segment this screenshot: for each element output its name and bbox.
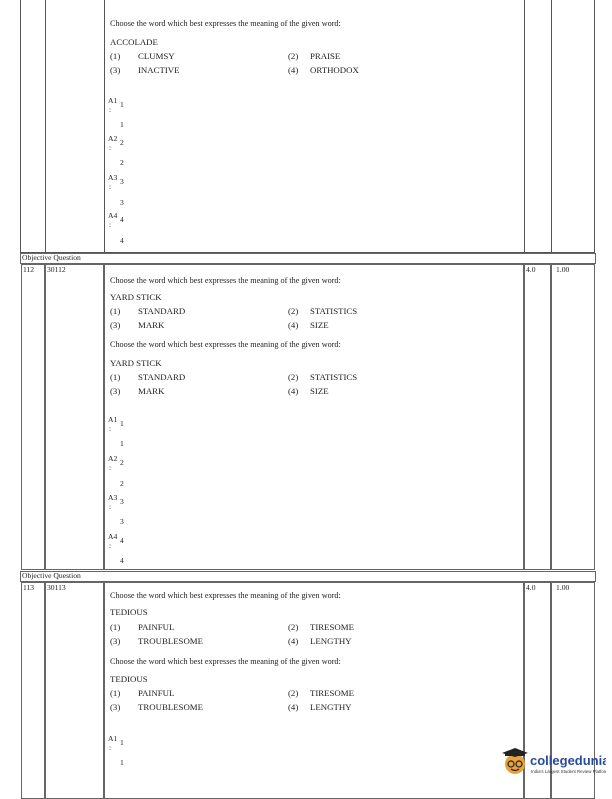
section-header-row: [20, 571, 596, 582]
option-text: LENGTHY: [310, 636, 352, 646]
question-number-cell: [21, 264, 45, 570]
answer-value: 2: [120, 458, 124, 467]
answer-value: 1: [120, 419, 124, 428]
answer-colon: :: [109, 502, 112, 511]
question-id-cell: [45, 264, 104, 570]
marks-cell: [524, 264, 551, 570]
option-text: PRAISE: [310, 51, 341, 61]
answer-colon: :: [109, 541, 112, 550]
answer-colon: :: [109, 105, 112, 114]
question-text: Choose the word which best expresses the meaning of the given word:: [110, 591, 341, 600]
answer-label: A2: [108, 454, 118, 463]
question-id-cell: [45, 582, 104, 799]
graduate-mascot-icon: [502, 748, 606, 782]
question-text: Choose the word which best expresses the meaning of the given word:: [110, 657, 341, 666]
question-word: TEDIOUS: [110, 607, 148, 617]
option-number: (1): [110, 51, 121, 61]
question-text: Choose the word which best expresses the meaning of the given word:: [110, 19, 341, 28]
answer-value: 2: [120, 479, 124, 488]
table-border: [45, 0, 46, 252]
option-number: (2): [288, 372, 299, 382]
option-text: MARK: [138, 386, 165, 396]
option-text: SIZE: [310, 386, 329, 396]
question-id: 30113: [47, 583, 66, 592]
marks: 4.0: [526, 583, 536, 592]
option-text: TROUBLESOME: [138, 702, 204, 712]
answer-value: 4: [120, 556, 124, 565]
answer-label: A4: [108, 532, 118, 541]
option-text: TROUBLESOME: [138, 636, 204, 646]
answer-colon: :: [109, 182, 112, 191]
answer-value: 4: [120, 536, 124, 545]
option-text: STATISTICS: [310, 372, 358, 382]
option-text: INACTIVE: [138, 65, 180, 75]
answer-label: A3: [108, 173, 118, 182]
option-number: (2): [288, 51, 299, 61]
answer-value: 3: [120, 177, 124, 186]
question-number: 112: [23, 265, 35, 274]
answer-value: 2: [120, 158, 124, 167]
option-number: (3): [110, 320, 121, 330]
question-word: ACCOLADE: [110, 37, 158, 47]
option-number: (2): [288, 622, 299, 632]
answer-value: 2: [120, 138, 124, 147]
answer-value: 1: [120, 738, 124, 747]
table-border: [594, 0, 595, 252]
answer-label: A1: [108, 96, 118, 105]
table-border: [104, 0, 105, 252]
question-text: Choose the word which best expresses the meaning of the given word:: [110, 340, 341, 349]
option-text: ORTHODOX: [310, 65, 359, 75]
table-border: [551, 0, 552, 252]
option-number: (3): [110, 386, 121, 396]
table-border: [524, 0, 525, 252]
option-number: (3): [110, 702, 121, 712]
answer-label: A4: [108, 211, 118, 220]
question-word: YARD STICK: [110, 358, 162, 368]
option-number: (2): [288, 306, 299, 316]
question-word: TEDIOUS: [110, 674, 148, 684]
option-text: SIZE: [310, 320, 329, 330]
negative-marks-cell: [551, 264, 595, 570]
option-text: STANDARD: [138, 306, 186, 316]
option-number: (3): [110, 65, 121, 75]
answer-colon: :: [109, 424, 112, 433]
question-number: 113: [23, 583, 35, 592]
option-number: (4): [288, 386, 299, 396]
option-text: TIRESOME: [310, 688, 354, 698]
question-number-cell: [21, 582, 45, 799]
collegedunia-logo: [502, 748, 606, 782]
option-text: MARK: [138, 320, 165, 330]
answer-value: 1: [120, 439, 124, 448]
option-number: (3): [110, 636, 121, 646]
table-border: [20, 0, 21, 252]
section-label: Objective Question: [22, 253, 81, 262]
option-text: PAINFUL: [138, 688, 175, 698]
answer-colon: :: [109, 220, 112, 229]
option-text: PAINFUL: [138, 622, 175, 632]
option-number: (4): [288, 636, 299, 646]
section-label: Objective Question: [22, 571, 81, 580]
option-number: (1): [110, 622, 121, 632]
answer-label: A2: [108, 134, 118, 143]
answer-value: 3: [120, 517, 124, 526]
answer-value: 4: [120, 236, 124, 245]
answer-value: 1: [120, 120, 124, 129]
answer-label: A3: [108, 493, 118, 502]
answer-value: 3: [120, 198, 124, 207]
section-header-row: [20, 253, 596, 264]
answer-colon: :: [109, 743, 112, 752]
answer-value: 3: [120, 497, 124, 506]
option-text: LENGTHY: [310, 702, 352, 712]
answer-colon: :: [109, 463, 112, 472]
answer-label: A1: [108, 415, 118, 424]
answer-colon: :: [109, 143, 112, 152]
option-number: (1): [110, 372, 121, 382]
option-text: STATISTICS: [310, 306, 358, 316]
option-number: (4): [288, 702, 299, 712]
answer-value: 1: [120, 100, 124, 109]
logo-name: collegedunia: [530, 753, 606, 768]
option-number: (1): [110, 306, 121, 316]
question-text: Choose the word which best expresses the meaning of the given word:: [110, 276, 341, 285]
question-id: 30112: [47, 265, 66, 274]
option-text: CLUMSY: [138, 51, 175, 61]
negative-marks: 1.00: [556, 265, 570, 274]
logo-tagline: India's Largest Student Review Platform: [531, 769, 606, 774]
option-number: (2): [288, 688, 299, 698]
option-text: TIRESOME: [310, 622, 354, 632]
option-number: (1): [110, 688, 121, 698]
marks: 4.0: [526, 265, 536, 274]
negative-marks: 1.00: [556, 583, 570, 592]
option-number: (4): [288, 65, 299, 75]
answer-value: 4: [120, 215, 124, 224]
answer-value: 1: [120, 758, 124, 767]
option-text: STANDARD: [138, 372, 186, 382]
answer-label: A1: [108, 734, 118, 743]
question-word: YARD STICK: [110, 292, 162, 302]
option-number: (4): [288, 320, 299, 330]
